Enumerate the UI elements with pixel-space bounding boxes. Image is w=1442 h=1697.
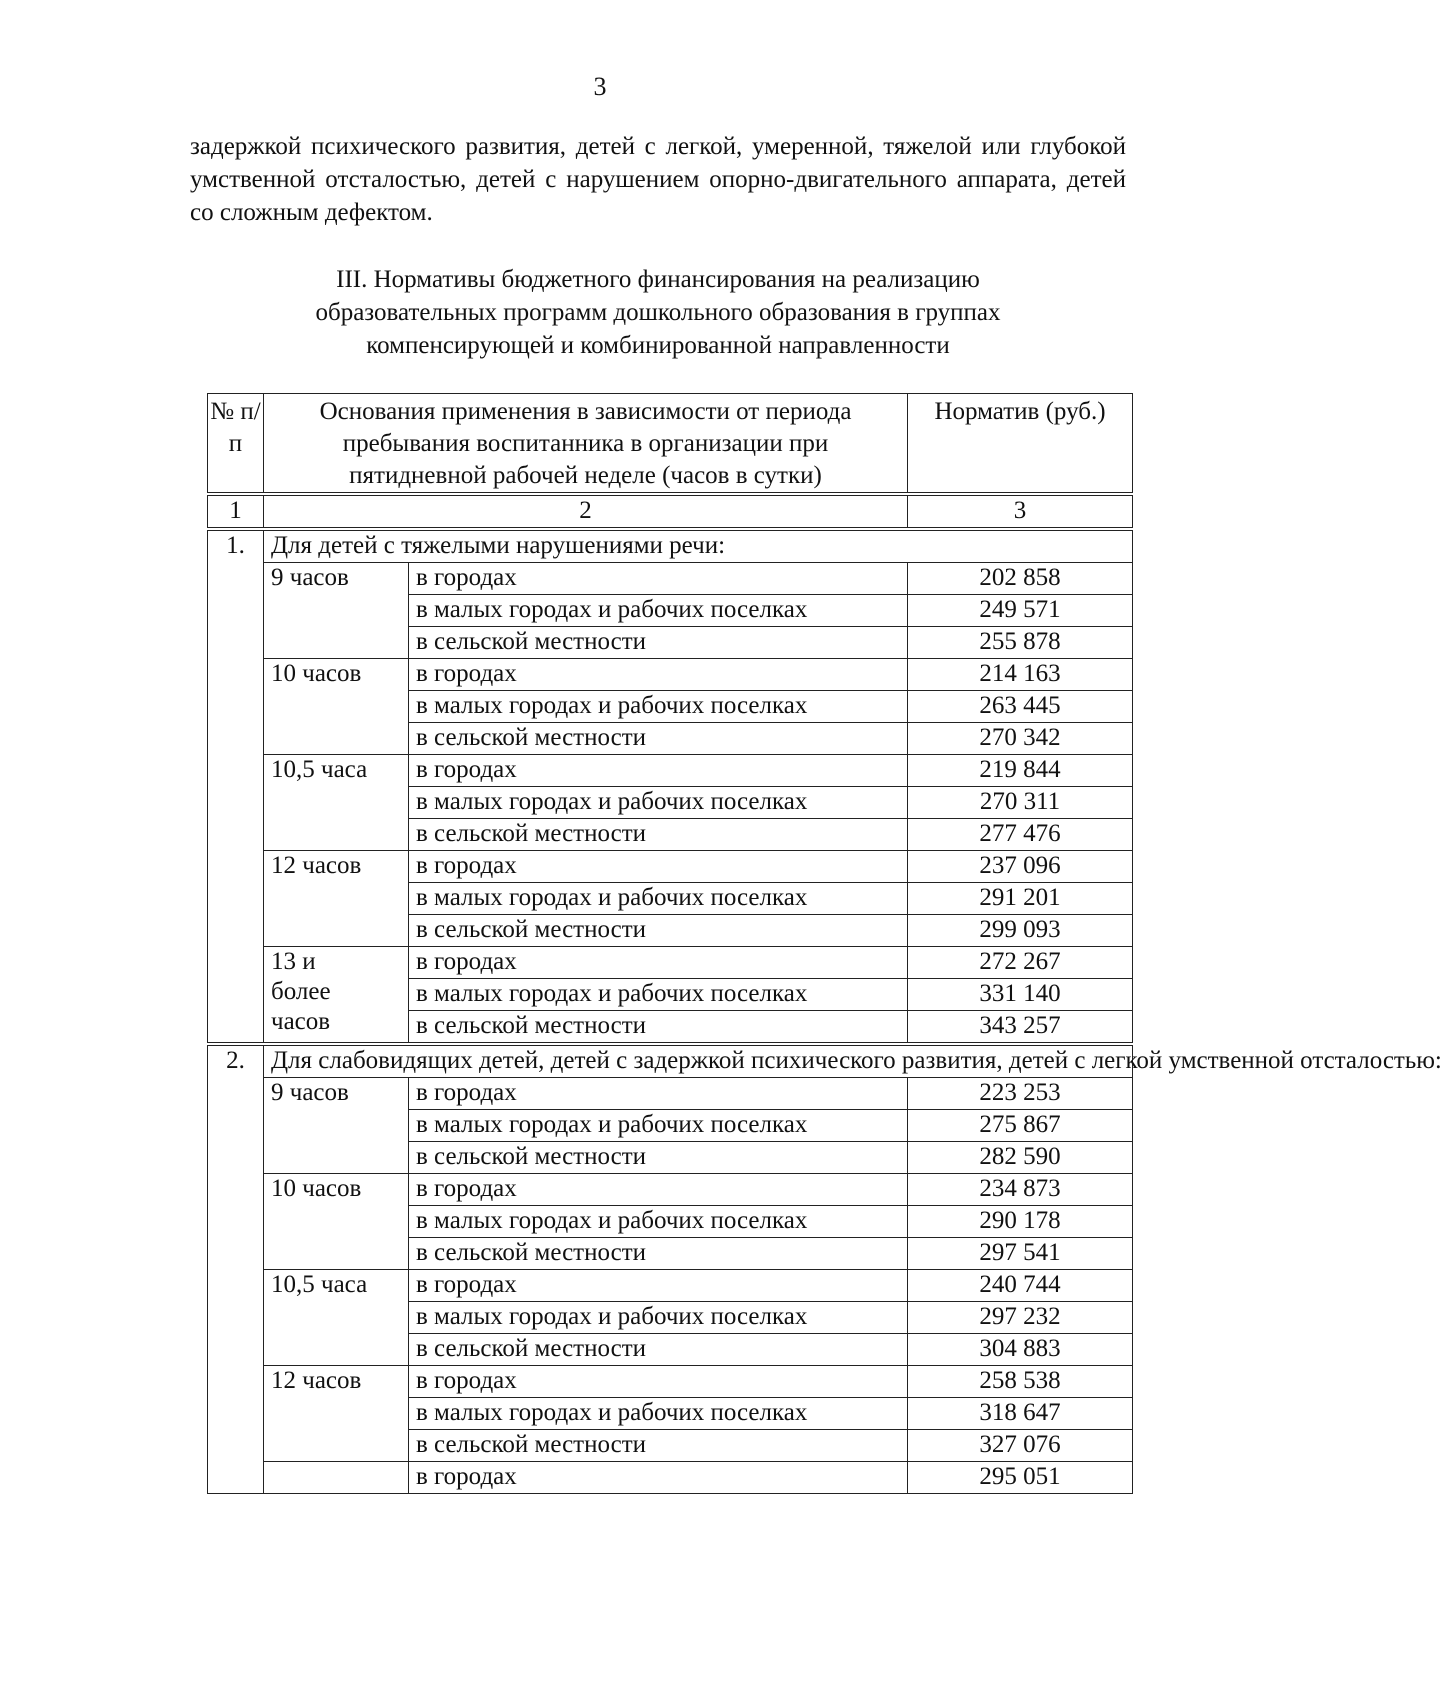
numbering-cell: 1	[208, 494, 264, 529]
table-row	[208, 1078, 1133, 1110]
norm-value-cell: 263 445	[908, 691, 1133, 723]
location-cell: в сельской местности	[409, 723, 908, 755]
period-label: 12 часов	[271, 852, 362, 879]
location-cell: в малых городах и рабочих поселках	[409, 1302, 908, 1334]
norm-value-cell: 234 873	[908, 1174, 1133, 1206]
numbering-cell: 2	[264, 494, 908, 529]
norm-value-cell: 299 093	[908, 915, 1133, 947]
location-cell: в сельской местности	[409, 1334, 908, 1366]
intro-paragraph: задержкой психического развития, детей с легкой, умеренной, тяжелой или глубокой умственной отсталостью, детей с нарушением опорно-двигательного аппарата, детей со сложным дефектом.	[190, 133, 1126, 226]
table-numbering-row	[208, 494, 1133, 529]
period-cell	[264, 851, 409, 947]
section-title-cell: Для слабовидящих детей, детей с задержкой психического развития, детей с легкой умственной отсталостью:	[264, 1044, 1133, 1078]
location-cell: в сельской местности	[409, 819, 908, 851]
norm-value-cell: 304 883	[908, 1334, 1133, 1366]
table-row	[208, 1270, 1133, 1302]
period-label: 12 часов	[271, 1367, 362, 1394]
norm-value-cell: 240 744	[908, 1270, 1133, 1302]
location-cell: в малых городах и рабочих поселках	[409, 691, 908, 723]
norm-value-cell: 275 867	[908, 1110, 1133, 1142]
section-title-line: компенсирующей и комбинированной направленности	[366, 332, 950, 359]
norm-value-cell: 295 051	[908, 1462, 1133, 1494]
norm-value-cell: 282 590	[908, 1142, 1133, 1174]
numbering-cell: 3	[908, 494, 1133, 529]
norm-value-cell: 255 878	[908, 627, 1133, 659]
section-title-line: образовательных программ дошкольного образования в группах	[315, 299, 1001, 326]
table-row	[208, 1366, 1133, 1398]
norm-value-cell: 297 541	[908, 1238, 1133, 1270]
section-number: 2.	[208, 1044, 264, 1494]
section-number: 1.	[208, 529, 264, 1044]
location-cell: в сельской местности	[409, 1142, 908, 1174]
period-label: 10,5 часа	[271, 1271, 368, 1298]
period-label: 9 часов	[271, 564, 349, 591]
period-label-line: часов	[271, 1008, 331, 1035]
location-cell: в малых городах и рабочих поселках	[409, 595, 908, 627]
norms-table	[207, 393, 1442, 1494]
period-label: 10 часов	[271, 1175, 362, 1202]
table-row	[208, 1462, 1133, 1494]
table-header-row	[208, 394, 1133, 495]
location-cell: в малых городах и рабочих поселках	[409, 1206, 908, 1238]
location-cell: в городах	[409, 947, 908, 979]
location-cell: в городах	[409, 659, 908, 691]
norm-value-cell: 290 178	[908, 1206, 1133, 1238]
section-title-line: III. Нормативы бюджетного финансирования на реализацию	[336, 266, 980, 293]
period-cell	[264, 563, 409, 659]
location-cell: в сельской местности	[409, 1430, 908, 1462]
norm-value-cell: 272 267	[908, 947, 1133, 979]
norm-value-cell: 270 342	[908, 723, 1133, 755]
location-cell: в городах	[409, 1366, 908, 1398]
period-label: 10,5 часа	[271, 756, 368, 783]
period-cell	[264, 1174, 409, 1270]
location-cell: в городах	[409, 755, 908, 787]
location-cell: в малых городах и рабочих поселках	[409, 883, 908, 915]
table-row	[208, 851, 1133, 883]
period-cell	[264, 1366, 409, 1462]
location-cell: в городах	[409, 1462, 908, 1494]
norm-value-cell: 258 538	[908, 1366, 1133, 1398]
table-section-row	[208, 529, 1133, 563]
table-row	[208, 1174, 1133, 1206]
period-cell	[264, 1078, 409, 1174]
norm-value-cell: 343 257	[908, 1011, 1133, 1045]
table-row	[208, 755, 1133, 787]
location-cell: в сельской местности	[409, 627, 908, 659]
location-cell: в малых городах и рабочих поселках	[409, 787, 908, 819]
norm-value-cell: 219 844	[908, 755, 1133, 787]
location-cell: в городах	[409, 851, 908, 883]
period-cell	[264, 659, 409, 755]
norm-value-cell: 249 571	[908, 595, 1133, 627]
norm-value-cell: 214 163	[908, 659, 1133, 691]
norm-value-cell: 297 232	[908, 1302, 1133, 1334]
norm-value-cell: 223 253	[908, 1078, 1133, 1110]
header-basis: Основания применения в зависимости от периода пребывания воспитанника в организации при пятидневной рабочей неделе (часов в сутки)	[264, 394, 908, 495]
header-number: № п/п	[208, 394, 264, 495]
period-cell	[264, 1270, 409, 1366]
location-cell: в сельской местности	[409, 1238, 908, 1270]
table-row	[208, 659, 1133, 691]
period-cell	[264, 947, 409, 1045]
norm-value-cell: 277 476	[908, 819, 1133, 851]
period-label-line: более	[271, 978, 331, 1005]
page-number: 3	[593, 72, 607, 101]
norm-value-cell: 331 140	[908, 979, 1133, 1011]
norm-value-cell: 327 076	[908, 1430, 1133, 1462]
norm-value-cell: 237 096	[908, 851, 1133, 883]
location-cell: в городах	[409, 1078, 908, 1110]
header-norm: Норматив (руб.)	[908, 394, 1133, 495]
norms-table-body	[208, 394, 1442, 1494]
norm-value-cell: 318 647	[908, 1398, 1133, 1430]
location-cell: в малых городах и рабочих поселках	[409, 1398, 908, 1430]
period-cell	[264, 1462, 409, 1494]
section-title-cell: Для детей с тяжелыми нарушениями речи:	[264, 529, 1133, 563]
location-cell: в сельской местности	[409, 915, 908, 947]
location-cell: в городах	[409, 1270, 908, 1302]
table-row	[208, 563, 1133, 595]
section-title	[190, 263, 1126, 362]
norm-value-cell: 202 858	[908, 563, 1133, 595]
location-cell: в городах	[409, 563, 908, 595]
period-label-line: 13 и	[271, 948, 316, 975]
norm-value-cell: 291 201	[908, 883, 1133, 915]
norm-value-cell: 270 311	[908, 787, 1133, 819]
table-row	[208, 947, 1133, 979]
location-cell: в малых городах и рабочих поселках	[409, 1110, 908, 1142]
period-label: 10 часов	[271, 660, 362, 687]
period-label: 9 часов	[271, 1079, 349, 1106]
period-cell	[264, 755, 409, 851]
location-cell: в городах	[409, 1174, 908, 1206]
location-cell: в сельской местности	[409, 1011, 908, 1045]
location-cell: в малых городах и рабочих поселках	[409, 979, 908, 1011]
table-section-row	[208, 1044, 1133, 1078]
